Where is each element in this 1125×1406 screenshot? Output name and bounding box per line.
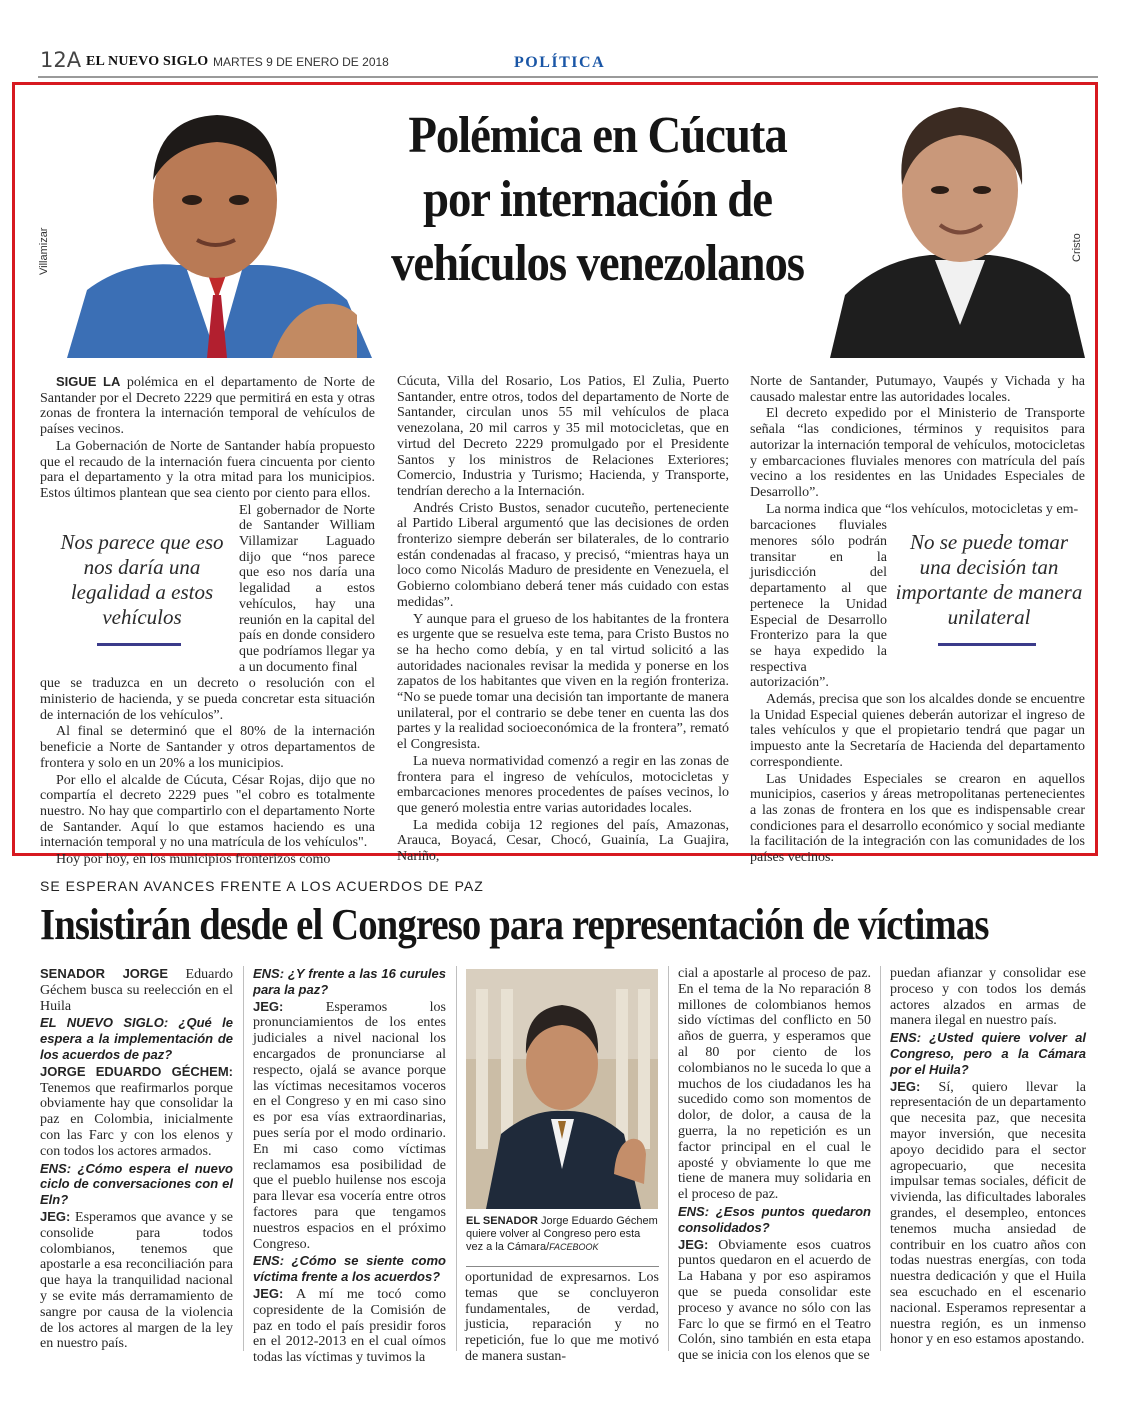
paragraph: polémica en el departamento de Norte de Santander por el Decreto 2229 que permitirá en esta y otras zonas de frontera la internación temporal de vehículos de países vecinos. [40,375,375,438]
portrait-cristo [830,95,1085,358]
speaker: JEG: [253,998,284,1014]
caption-credit: FACEBOOK [549,1242,599,1252]
page-number: 12A [40,48,82,72]
article-headline: Polémica en Cúcuta por internación de vehículos venezolanos [391,107,804,292]
caption-rule [466,1266,659,1267]
column-divider [880,966,881,1351]
caption-text: Jorge Eduardo Géchem quiere volver al Congreso pero esta vez a la Cámara/ [466,1215,658,1253]
paragraph: Y aunque para el grueso de los habitantes de la frontera es urgente que se resuelva este tema, para Cristo Bustos no se ha hecho como debía, y en tal virtud solicitó a las autoridades nacionales revisar la medida y ponerse en los zapatos de los habitantes que viven en la región fronteriza. “No se puede tomar una decisión tan importante de manera unilateral, por el contrario se debe tener en cuenta las dos partes y la realidad socioeconómica de la frontera”, remató el Congresista. [397,611,729,753]
issue-date: MARTES 9 DE ENERO DE 2018 [213,55,389,69]
question: ENS: ¿Y frente a las 16 curules para la paz? [253,966,446,997]
article2-column-5 [890,966,1086,1349]
answer: oportunidad de expresarnos. Los temas que se concluyeron fundamentales, de verdad, justicia, reparación y no repetición, fue lo que me motivó de manera sustan- [465,1270,659,1364]
question: EL NUEVO SIGLO: ¿Qué le espera a la implementación de los acuerdos de paz? [40,1015,233,1062]
answer: A mí me tocó como copresidente de la Comisión de paz en todo el país presidir foros en el 2012-2013 en el cual oímos todas las víctimas y tuvimos la [253,1286,446,1366]
paragraph: Por ello el alcalde de Cúcuta, César Rojas, dijo que no compartía el decreto 2229 pues "el cobro es totalmente nuestro. No hay que compartirlo con el departamento Norte de Santander. Aquí lo que estamos haciendo es una internación temporal y no una matrícula de los vehículos". [40,772,375,851]
speaker: JEG: [253,1285,284,1301]
article1-lead-in: SIGUE LA [56,374,121,389]
speaker: JORGE EDUARDO GÉCHEM: [40,1063,233,1079]
question: ENS: ¿Cómo se siente como víctima frente a los acuerdos? [253,1253,446,1285]
column-divider [243,966,244,1351]
speaker: JEG: [678,1236,709,1252]
article1-column-2 [397,374,729,866]
question: ENS: ¿Esos puntos quedaron consolidados? [678,1203,871,1235]
photo-caption [466,1215,659,1254]
text: Eduardo Géchem busca su reelección en el Huila [40,967,233,1014]
paragraph: Al final se determinó que el 80% de la internación beneficie a Norte de Santander y otros departamentos de frontera y solo en un 20% a los municipios. [40,724,375,771]
pullquote-rule [97,643,181,646]
article2-column-2 [253,966,446,1367]
photo-credit-right: Cristo [1071,233,1083,262]
paragraph: Además, precisa que son los alcaldes donde se encuentre la Unidad Especial quienes deberán autorizar el ingreso de tales vehículos y que el propietario tendrá que pagar un impuesto ante la Secretaría de Hacienda del departamento correspondiente. [750,692,1085,770]
paragraph: Las Unidades Especiales se crearon en aquellos municipios, caserios y áreas metropolitanas pertenecientes a las zonas de frontera en los que es indispensable crear condiciones para el desarrollo económico y social mediante la facilitación de la integración con las comunidades de los países vecinos. [750,771,1085,866]
paragraph: La Gobernación de Norte de Santander había propuesto que el recaudo de la internación fuera cincuenta por ciento para el departamento y la otra mitad para los municipios. Estos últimos plantean que sea ciento por ciento para ellos. [40,438,375,501]
photo-credit-left: Villamizar [38,227,50,275]
paragraph: que se traduzca en un decreto o resolución con el ministerio de hacienda, y se pueda concretar esta situación de internación de los vehículos”. [40,676,375,723]
answer: Esperamos los pronunciamientos de los entes judiciales a nivel nacional los encargados de pronunciarse al respecto, ojalá se avance porque las víctimas necesitamos voceros en el Congreso y en mi caso sino es por esa vías extraordinarias, pues sería por el modo ordinario. En mi caso como víctimas reclamamos esa posibilidad de que el pueblo huilense nos escoja para llevar esa vocería entre otros factores para que tengamos nuestros espacios en el próximo Congreso. [253,999,446,1252]
answer: Sí, quiero llevar la representación de un departamento que necesita paz, que necesita mayor inversión, que necesita apoyo decidido para el sector agropecuario, que necesita impulsar temas sociales, déficit de vivienda, las dificultades laborales grandes, el desempleo, entonces tenemos mucha ansiedad de contribuir en los cuatro años con todas nuestras energías, con toda nuestra dedicación y que el Huila sea escuchado en el escenario nacional. Esperamos representar a nuestra región, es un inmenso honor y en eso estamos apostando. [890,1079,1086,1348]
paragraph: El decreto expedido por el Ministerio de Transporte señala “las condiciones, términos y requisitos para autorizar la internación temporal de vehículos, motocicletas y embarcaciones fluviales menores con matrícula del país vecino a los residentes en las Unidades Especiales de Desarrollo”. [750,406,1085,500]
paragraph: La norma indica que “los vehículos, motocicletas y em- [766,501,1079,517]
paragraph: Andrés Cristo Bustos, senador cucuteño, perteneciente al Partido Liberal argumentó que las decisiones de orden fronterizo siempre deberán ser bilaterales, de lo contrario están condenadas al fracaso, y precisó, “mientras haya un loco como Nicolás Maduro de presidente en Venezuela, el Gobierno colombiano deberá tener más cuidado con estas medidas”. [397,500,729,610]
speaker: JEG: [40,1208,71,1224]
article2-column-4 [678,966,871,1365]
paragraph: Hoy por hoy, en los municipios fronterizos como [56,852,331,868]
article2-headline: Insistirán desde el Congreso para representación de víctimas [40,900,989,949]
paragraph: La nueva normatividad comenzó a regir en las zonas de frontera para el ingreso de vehículos, motocicletas y embarcaciones menores procedentes de países vecinos, lo que generó molestia entre varias autoridades locales. [397,753,729,816]
caption-lead: EL SENADOR [466,1215,538,1227]
paragraph: El gobernador de Norte de Santander William Villamizar Laguado dijo que “nos parece que eso nos daría una legalidad a estos vehículos, hay una reunión en la capital del país en donde considero que podríamos llegar ya a un documento final [239,502,375,675]
question: ENS: ¿Usted quiere volver al Congreso, pero a la Cámara por el Huila? [890,1030,1086,1077]
column-divider [456,966,457,1351]
paragraph: barcaciones fluviales menores sólo podrán transitar en la jurisdicción del departamento al que pertenece la Unidad Especial de Desarrollo Fronterizo para la que se haya expedido la respectiva autorización”. [750,518,887,691]
paragraph: La medida cobija 12 regiones del país, Amazonas, Arauca, Boyacá, Cesar, Chocó, Guainía, La Guajira, Nariño, [397,817,729,865]
speaker: JEG: [890,1078,921,1094]
answer: puedan afianzar y consolidar ese proceso y con todos los demás actores alzados en armas de manera ilegal en nuestro país. [890,966,1086,1029]
portrait-villamizar [57,100,372,358]
section-label: POLÍTICA [514,54,606,71]
pullquote-rule [938,643,1036,646]
column-divider [668,966,669,1351]
article2-column-1 [40,966,233,1353]
question: ENS: ¿Cómo espera el nuevo ciclo de conversaciones con el Eln? [40,1160,233,1208]
answer: Tenemos que reafirmarlos porque obviamente hay que consolidar la paz en Colombia, inicialmente con las Farc y con los elenos y con todos los actores armados. [40,1080,233,1159]
paragraph: Cúcuta, Villa del Rosario, Los Patios, El Zulia, Puerto Santander, entre otros, todos del departamento de Norte de Santander, circulan unos 55 mil vehículos de placa venezolana, 20 mil carros y 35 mil motocicletas, que en virtud del Decreto 2229 promulgado por el Presidente Santos y los ministros de Relaciones Exteriores; Comercio, Industria y Turismo; Hacienda, y Transporte, tendrían derecho a la Internación. [397,374,729,499]
photo-senator-gechem [466,969,658,1209]
answer: Esperamos que avance y se consolide para todos colombianos, tenemos que apostarle a esa reconciliación para que haya la tranquilidad nacional y se evite más derramamiento de sangre por causa de la violencia de los actores al margen de la ley en nuestro país. [40,1209,233,1352]
pullquote-right: No se puede tomar una decisión tan importante de manera unilateral [895,530,1083,629]
paragraph: Norte de Santander, Putumayo, Vaupés y Vichada y ha causado malestar entre las autoridades locales. [750,374,1085,405]
article2-kicker: SE ESPERAN AVANCES FRENTE A LOS ACUERDOS DE PAZ [40,878,484,894]
answer: Obviamente esos cuatros puntos quedaron en el acuerdo de La Habana y por eso aspiramos que se pueda consolidar este proceso y avance no sólo con las Farc lo que se firmó en el Teatro Colón, sino también en esta etapa que se inicia con los elenos que se [678,1237,871,1364]
paragraph-wrap [239,503,375,676]
pullquote-left: Nos parece que eso nos daría una legalidad a estos vehículos [60,530,224,629]
answer: cial a apostarle al proceso de paz. En el tema de la No reparación 8 millones de colombianos hemos sido víctimas del conflicto en 50 años de guerra, y esperamos que al 80 por ciento de los colombianos no le suceda lo que a muchos de los ciudadanos les ha sucedido como son momentos de dolor, de dolor, a causa de la guerra, la no repetición es un factor principal en el cual le aposté y obviamente lo que me tiene de manera muy solidaria en el proceso de paz. [678,966,871,1203]
masthead: EL NUEVO SIGLO [86,54,209,69]
page-header [38,48,1098,78]
article2-lead-in: SENADOR JORGE [40,966,169,981]
article2-column-3 [465,1270,659,1366]
